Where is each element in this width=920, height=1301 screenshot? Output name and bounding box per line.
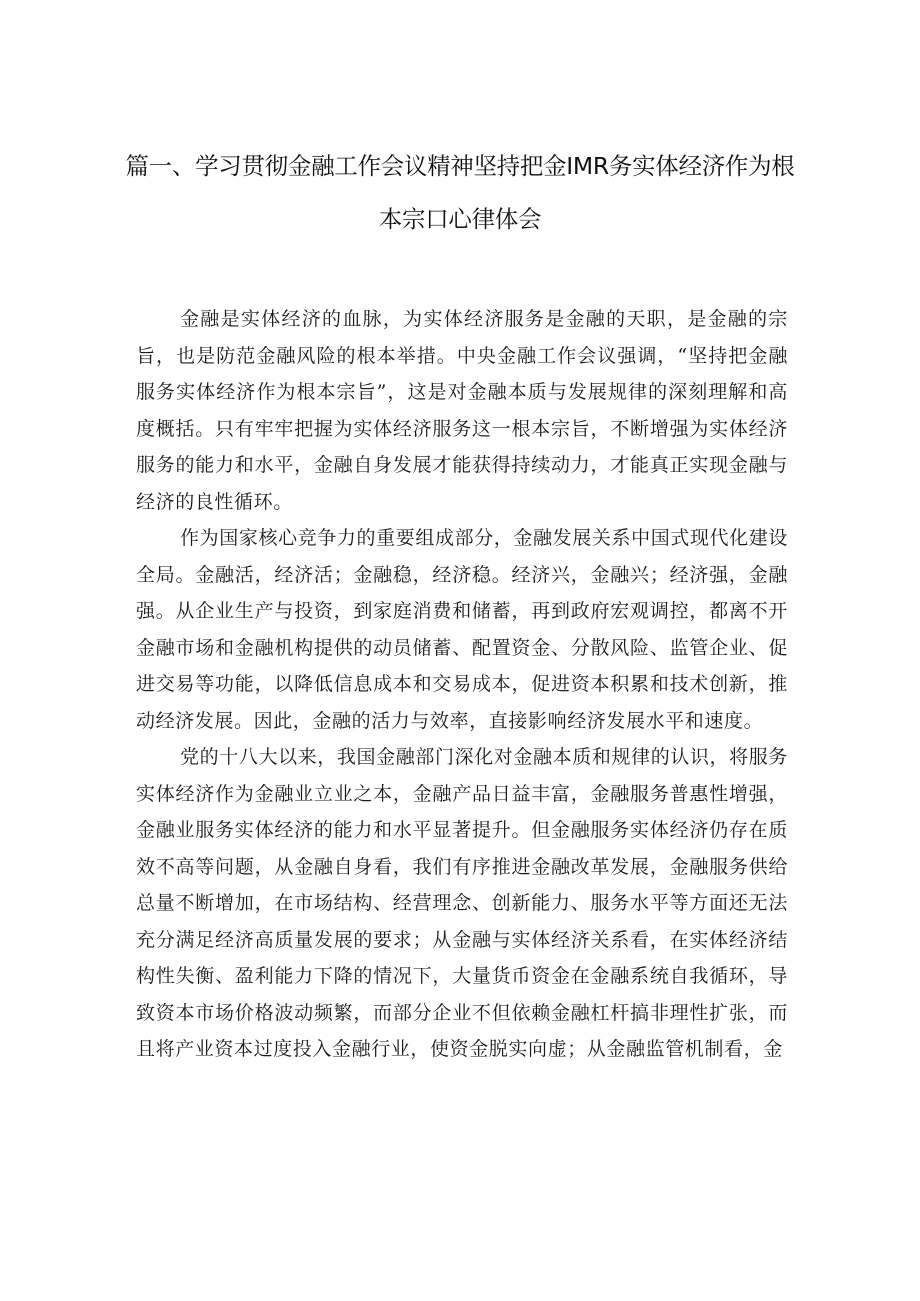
- document-title-line-2: 本宗口心律体会: [378, 205, 542, 233]
- body-paragraph-2: 作为国家核心竞争力的重要组成部分，金融发展关系中国式现代化建设全局。金融活，经济活；金融稳，经济稳。经济兴，金融兴；经济强，金融强。从企业生产与投资，到家庭消费和储蓄，再到政府宏观调控，都离不开金融市场和金融机构提供的动员储蓄、配置资金、分散风险、监管企业、促进交易等功能，以降低信息成本和交易成本，促进资本积累和技术创新，推动经济发展。因此，金融的活力与效率，直接影响经济发展水平和速度。: [136, 527, 788, 732]
- document-title-line-1: 篇一、学习贯彻金融工作会议精神坚持把金IMR务实体经济作为根: [125, 152, 795, 180]
- body-paragraph-3: 党的十八大以来，我国金融部门深化对金融本质和规律的认识，将服务实体经济作为金融业立业之本，金融产品日益丰富，金融服务普惠性增强，金融业服务实体经济的能力和水平显著提升。但金融服务实体经济仍存在质效不高等问题，从金融自身看，我们有序推进金融改革发展，金融服务供给总量不断增加，在市场结构、经营理念、创新能力、服务水平等方面还无法充分满足经济高质量发展的要求；从金融与实体经济关系看，在实体经济结构性失衡、盈利能力下降的情况下，大量货币资金在金融系统自我循环，导致资本市场价格波动频繁，而部分企业不但依赖金融杠杆搞非理性扩张，而且将产业资本过度投入金融行业，使资金脱实向虚；从金融监管机制看，金: [136, 746, 788, 1060]
- document-body: [136, 301, 788, 1068]
- body-paragraph-1: 金融是实体经济的血脉，为实体经济服务是金融的天职，是金融的宗旨，也是防范金融风险的根本举措。中央金融工作会议强调，“坚持把金融服务实体经济作为根本宗旨”，这是对金融本质与发展规律的深刻理解和高度概括。只有牢牢把握为实体经济服务这一根本宗旨，不断增强为实体经济服务的能力和水平，金融自身发展才能获得持续动力，才能真正实现金融与经济的良性循环。: [136, 308, 788, 513]
